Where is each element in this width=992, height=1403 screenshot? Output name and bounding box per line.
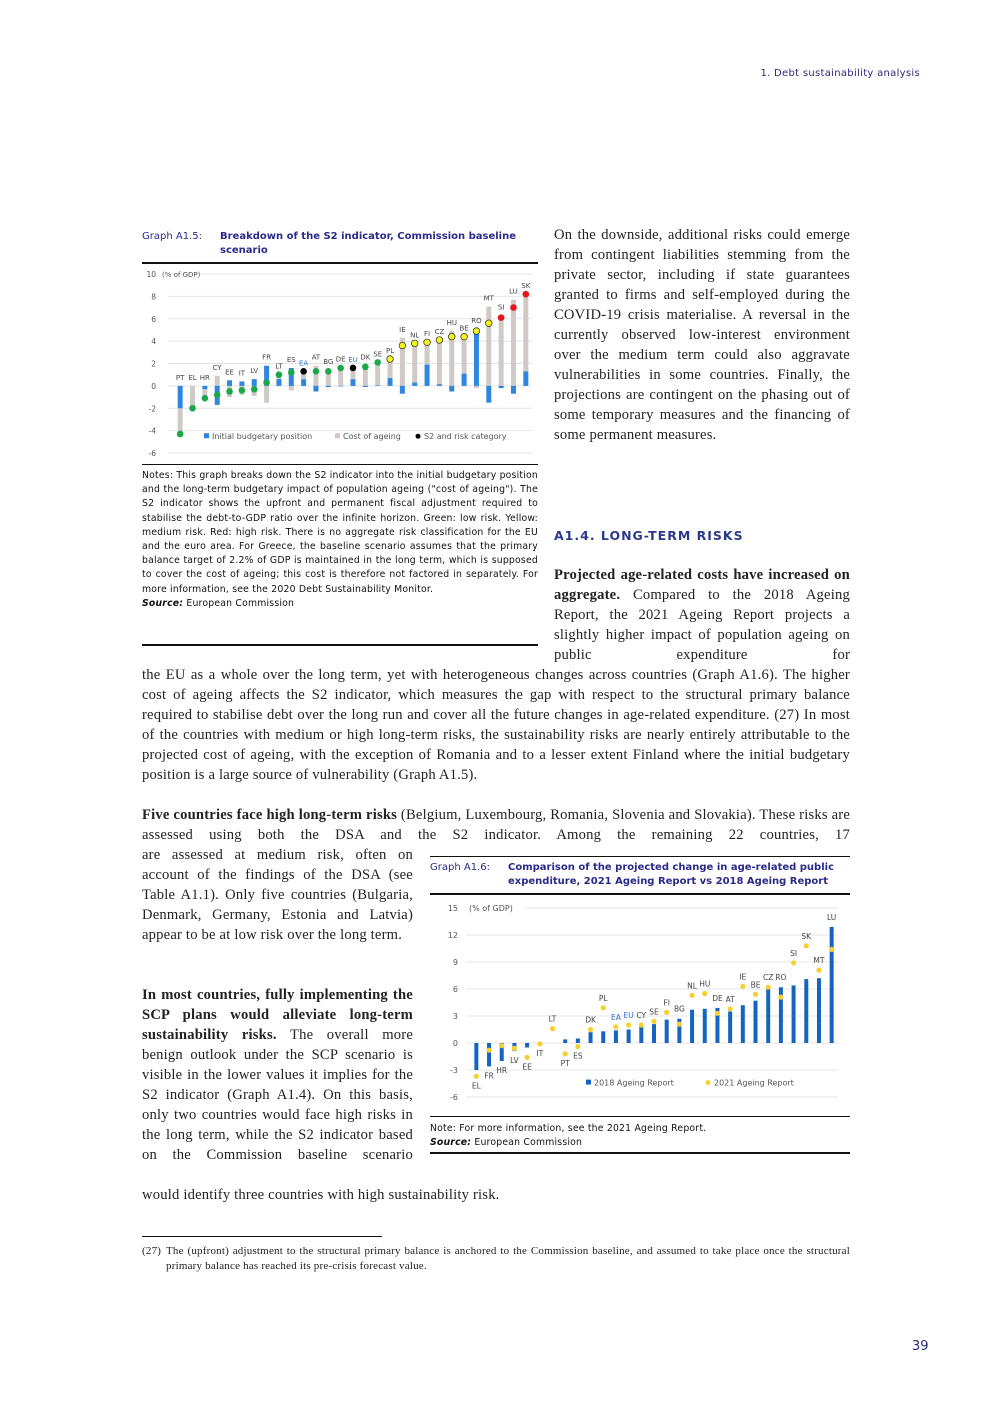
s2-dot (214, 392, 221, 399)
bar-initial-budgetary-position (276, 379, 281, 386)
category-label: LU (509, 287, 518, 296)
s2-dot (350, 365, 357, 372)
running-header: 1. Debt sustainability analysis (760, 68, 920, 79)
category-label: CZ (763, 973, 774, 983)
bar-initial-budgetary-position (351, 379, 356, 386)
bar-cost-of-ageing (486, 306, 491, 385)
bar-cost-of-ageing (375, 362, 380, 385)
source-label: Source: (142, 597, 184, 609)
category-label: CY (212, 363, 222, 372)
dot-2021 (778, 995, 783, 1000)
y-tick-label: -2 (148, 404, 156, 414)
category-label: AT (725, 994, 735, 1004)
bar-initial-budgetary-position (425, 365, 430, 386)
bar-initial-budgetary-position (338, 386, 343, 387)
source-label: Source: (430, 1137, 472, 1149)
category-label: LT (275, 362, 283, 371)
bar-2018 (792, 985, 796, 1043)
category-label: LV (510, 1056, 519, 1066)
category-label: EL (471, 1081, 481, 1091)
category-label: CY (636, 1011, 647, 1020)
s2-dot (498, 314, 505, 321)
paragraph-text: Compared to the 2018 Ageing Report, the 2021 Ageing Report projects a slightly higher impact of population ageing on public expenditure for (554, 587, 850, 663)
category-label: SI (497, 303, 505, 312)
category-label: EA (610, 1012, 621, 1022)
legend-swatch-s2 (416, 434, 421, 439)
paragraph-five-countries-part2: are assessed at medium risk, often on account of the findings of the DSA (see Table A1.1). Only five countries (Bulgaria, Denmark, Germany, Estonia and Latvia) appear to be at low risk over the long term. (142, 847, 413, 943)
dot-2021 (715, 1011, 720, 1016)
s2-dot (362, 364, 369, 371)
bar-initial-budgetary-position (202, 386, 207, 389)
dot-2021 (753, 992, 758, 997)
s2-dot (399, 342, 406, 349)
bar-cost-of-ageing (264, 386, 269, 403)
bar-initial-budgetary-position (449, 386, 454, 392)
paragraph-scp-part2: would identify three countries with high sustainability risk. (142, 1187, 500, 1203)
bar-2018 (601, 1031, 605, 1043)
y-tick-label: -4 (148, 426, 156, 436)
category-label: PT (560, 1058, 570, 1068)
paragraph-scp-part1 (142, 985, 413, 1165)
paragraph-five-countries-part1 (142, 805, 850, 845)
dot-2021 (702, 991, 707, 996)
s2-dot (510, 304, 517, 311)
s2-dot (251, 386, 258, 393)
dot-2021 (486, 1048, 491, 1053)
footnote-marker: (27) (142, 1245, 162, 1257)
y-tick-label: 0 (151, 381, 156, 391)
category-label: ES (286, 355, 296, 364)
y-tick-label: 6 (151, 314, 156, 324)
dot-2021 (601, 1005, 606, 1010)
bar-cost-of-ageing (178, 408, 183, 434)
dot-2021 (588, 1027, 593, 1032)
s2-dot (226, 388, 233, 395)
bar-cost-of-ageing (289, 386, 294, 390)
category-label: LV (250, 367, 259, 376)
s2-dot (263, 379, 270, 386)
category-label: PL (598, 993, 608, 1003)
category-label: FR (262, 353, 272, 362)
divider (142, 464, 538, 465)
paragraph-age-costs-part1 (554, 565, 850, 665)
category-label: DK (360, 353, 371, 362)
legend-swatch-cost-of-ageing (335, 433, 340, 438)
bar-2018 (741, 1005, 745, 1043)
dot-2021 (816, 968, 821, 973)
footnote-text: The (upfront) adjustment to the structural primary balance is anchored to the Commission baseline, and assumed to take place once the structural primary balance has reached its pre-crisis forecast value. (166, 1245, 850, 1272)
graph1-title: Breakdown of the S2 indicator, Commission baseline scenario (220, 231, 516, 256)
page-number: 39 (912, 1339, 929, 1354)
bar-initial-budgetary-position (511, 386, 516, 394)
bar-initial-budgetary-position (412, 383, 417, 386)
graph1-number: Graph A1.5: (142, 231, 202, 242)
s2-dot (411, 340, 418, 347)
y-axis-unit: (% of GDP) (469, 904, 513, 913)
graph1-notes (142, 469, 538, 611)
footnote-rule (142, 1236, 382, 1237)
dot-2021 (677, 1022, 682, 1027)
bar-cost-of-ageing (437, 340, 442, 384)
category-label: CZ (434, 328, 445, 337)
source-text: European Commission (186, 597, 295, 609)
category-label: EU (623, 1011, 634, 1020)
dot-2021 (525, 1055, 530, 1060)
s2-dot (239, 387, 246, 394)
graph1-notes-text: Notes: This graph breaks down the S2 indicator into the initial budgetary position and the long-term budgetary impact of population ageing ("cost of ageing"). The S2 indicator shows the upfront and permanent fiscal adjustment required to stabilise the debt-to-GDP ratio over the infinite horizon. Green: low risk. Yellow: medium risk. Red: high risk. There is no aggregate risk classification for the EU and the euro area. For Greece, the baseline scenario assumes that the primary balance target of 2.2% of GDP is maintained in the long term, which is supposed to cover the cost of ageing; this cost is therefore not factored in separately. For more information, see the 2020 Debt Sustainability Monitor. (142, 470, 538, 595)
category-label: HR (199, 373, 210, 382)
s2-dot (424, 339, 431, 346)
graph2-caption (430, 861, 850, 889)
legend-label: Initial budgetary position (212, 432, 313, 442)
footnote (142, 1244, 850, 1274)
y-tick-label: 9 (452, 958, 458, 967)
dot-2021 (613, 1024, 618, 1029)
y-axis-unit: (% of GDP) (162, 271, 201, 279)
bar-2018 (589, 1032, 593, 1043)
graph2-title: Comparison of the projected change in age-related public expenditure, 2021 Ageing Report vs 2018 Ageing Report (508, 862, 834, 887)
legend-swatch-initial-budgetary-position (204, 433, 209, 438)
bar-initial-budgetary-position (239, 381, 244, 385)
bar-2018 (525, 1043, 529, 1048)
legend-label: 2018 Ageing Report (594, 1078, 674, 1088)
bar-2018 (627, 1030, 631, 1044)
bar-initial-budgetary-position (178, 386, 183, 408)
s2-dot (485, 320, 492, 327)
category-label: NL (410, 331, 420, 340)
bar-2018 (690, 1010, 694, 1043)
paragraph-downside-risks: On the downside, additional risks could emerge from contingent liabilities stemming from the private sector, including if state guarantees granted to firms and self-employed during the COVID-19 crisis materialise. A reversal in the currently observed low-interest environment over the medium term could also aggravate vulnerabilities in some countries. Finally, the projections are contingent on the phasing out of some temporary measures and the financing of some permanent measures. (554, 227, 850, 443)
y-tick-label: -6 (450, 1093, 458, 1102)
y-tick-label: 10 (146, 270, 156, 279)
lead-bold: Projected age-related costs have increased on aggregate. (554, 567, 850, 603)
bar-initial-budgetary-position (474, 329, 479, 386)
bar-2018 (474, 1043, 478, 1070)
chart-s2-breakdown (140, 265, 540, 460)
legend-swatch-2021 (706, 1080, 711, 1085)
category-label: SE (649, 1007, 659, 1017)
bar-2018 (804, 979, 808, 1043)
s2-dot (436, 337, 443, 344)
y-tick-label: 0 (452, 1039, 458, 1048)
bar-2018 (665, 1020, 669, 1043)
bar-cost-of-ageing (523, 294, 528, 371)
bar-initial-budgetary-position (499, 386, 504, 388)
bar-2018 (576, 1039, 580, 1044)
bar-2018 (754, 1001, 758, 1043)
category-label: AT (311, 353, 321, 362)
dot-2021 (651, 1019, 656, 1024)
category-label: IT (536, 1048, 544, 1058)
y-tick-label: -3 (450, 1066, 458, 1075)
category-label: BE (750, 980, 761, 990)
paragraph-age-costs-part2: the EU as a whole over the long term, yet with heterogeneous changes across countries (Graph A1.6). The higher cost of ageing affects the S2 indicator, which measures the gap with respect to the structural primary balance required to stabilise debt over the long run and cover all the future changes in age-related expenditure. (27) In most of the countries with medium or high long-term risks, the sustainability risks are nearly entirely attributable to the projected cost of ageing, with the exception of Romania and to a lesser extent Finland where the initial budgetary position is a large source of vulnerability (Graph A1.5). (142, 667, 850, 783)
s2-dot (300, 368, 307, 375)
bar-2018 (817, 978, 821, 1043)
category-label: PT (175, 373, 185, 382)
category-label: SE (373, 350, 383, 359)
bar-cost-of-ageing (474, 386, 479, 388)
category-label: HR (496, 1066, 508, 1075)
bar-initial-budgetary-position (313, 386, 318, 392)
dot-2021 (626, 1022, 631, 1027)
category-label: SI (790, 948, 798, 958)
bar-initial-budgetary-position (437, 384, 442, 386)
chart-ageing-comparison (430, 895, 850, 1107)
category-label: FI (663, 998, 670, 1008)
s2-dot (202, 395, 209, 402)
s2-dot (313, 368, 320, 375)
graph2-note-text: Note: For more information, see the 2021 Ageing Report. (430, 1123, 707, 1134)
bar-initial-budgetary-position (462, 374, 467, 386)
category-label: HU (446, 319, 457, 328)
category-label: LU (827, 912, 837, 922)
dot-2021 (766, 985, 771, 990)
category-label: IT (238, 369, 246, 378)
y-tick-label: 2 (151, 359, 156, 369)
dot-2021 (728, 1006, 733, 1011)
s2-dot (448, 333, 455, 340)
bar-initial-budgetary-position (252, 379, 257, 386)
legend-label: 2021 Ageing Report (714, 1078, 794, 1088)
s2-dot (288, 369, 295, 376)
category-label: NL (687, 981, 697, 991)
graph2-notes (430, 1122, 850, 1150)
lead-bold: Five countries face high long-term risks (142, 807, 398, 823)
s2-dot (189, 405, 196, 412)
y-tick-label: 12 (447, 931, 458, 940)
lead-bold: In most countries, fully implementing the SCP plans would alleviate long-term sustainability risks. (142, 987, 413, 1043)
dot-2021 (575, 1044, 580, 1049)
y-tick-label: 6 (452, 985, 458, 994)
bar-initial-budgetary-position (400, 386, 405, 394)
divider (142, 644, 538, 646)
bar-cost-of-ageing (215, 376, 220, 386)
s2-dot (337, 365, 344, 372)
bar-2018 (614, 1030, 618, 1043)
bar-2018 (487, 1043, 491, 1066)
dot-2021 (563, 1051, 568, 1056)
source-text: European Commission (474, 1137, 583, 1149)
category-label: BG (673, 1004, 685, 1014)
divider (430, 1116, 850, 1117)
category-label: HU (699, 979, 711, 989)
category-label: IE (399, 325, 406, 334)
bar-initial-budgetary-position (301, 379, 306, 386)
bar-2018 (703, 1009, 707, 1043)
bar-cost-of-ageing (462, 337, 467, 374)
category-label: DK (585, 1015, 596, 1025)
legend-label: Cost of ageing (343, 432, 401, 442)
dot-2021 (791, 960, 796, 965)
bar-cost-of-ageing (499, 315, 504, 385)
category-label: EE (225, 368, 234, 377)
bar-2018 (766, 989, 770, 1043)
dot-2021 (499, 1043, 504, 1048)
dot-2021 (804, 943, 809, 948)
legend-swatch-2018 (586, 1080, 591, 1085)
category-label: RO (775, 973, 787, 983)
bar-cost-of-ageing (412, 343, 417, 382)
category-label: MT (483, 294, 494, 303)
category-label: EU (348, 355, 358, 364)
bar-initial-budgetary-position (326, 386, 331, 387)
divider (430, 856, 850, 857)
graph2-number: Graph A1.6: (430, 862, 490, 873)
divider (430, 1152, 850, 1154)
bar-initial-budgetary-position (486, 386, 491, 403)
dot-2021 (664, 1010, 669, 1015)
bar-2018 (830, 927, 834, 1043)
bar-cost-of-ageing (511, 300, 516, 386)
category-label: SK (521, 282, 531, 291)
s2-dot (177, 431, 184, 438)
category-label: DE (335, 355, 346, 364)
s2-dot (473, 328, 480, 335)
y-tick-label: 3 (452, 1012, 458, 1021)
category-label: LT (548, 1014, 557, 1024)
y-tick-label: -6 (148, 449, 156, 458)
bar-initial-budgetary-position (375, 385, 380, 386)
category-label: RO (471, 316, 482, 325)
category-label: BG (323, 358, 334, 367)
bar-cost-of-ageing (190, 386, 195, 408)
s2-dot (387, 356, 394, 363)
dot-2021 (740, 984, 745, 989)
y-tick-label: 4 (151, 337, 156, 347)
dot-2021 (689, 993, 694, 998)
s2-dot (523, 291, 530, 298)
category-label: IE (739, 972, 747, 982)
dot-2021 (639, 1022, 644, 1027)
graph1-caption (142, 230, 538, 258)
bar-2018 (563, 1039, 567, 1043)
bar-initial-budgetary-position (523, 371, 528, 386)
category-label: FI (424, 330, 431, 339)
dot-2021 (512, 1046, 517, 1051)
dot-2021 (829, 947, 834, 952)
paragraph-text: (Belgium, Luxembourg, Romania, Slovenia and Slovakia). These risks are assessed using both the DSA and the S2 indicator. Among the remaining 22 countries, 17 (142, 807, 851, 843)
s2-dot (276, 371, 283, 378)
bar-initial-budgetary-position (388, 378, 393, 386)
category-label: EE (522, 1062, 532, 1072)
bar-2018 (728, 1012, 732, 1044)
bar-initial-budgetary-position (227, 380, 232, 386)
legend-label: S2 and risk category (424, 432, 507, 442)
dot-2021 (550, 1026, 555, 1031)
dot-2021 (537, 1041, 542, 1046)
category-label: ES (573, 1051, 583, 1061)
category-label: EL (188, 373, 197, 382)
s2-dot (374, 359, 381, 366)
section-heading: A1.4. LONG-TERM RISKS (554, 528, 744, 543)
category-label: FR (484, 1071, 494, 1081)
category-label: PL (385, 347, 395, 356)
y-tick-label: 8 (151, 292, 156, 302)
divider (142, 262, 538, 264)
paragraph-text: The overall more benign outlook under the SCP scenario is visible in the lower values it implies for the S2 indicator (Graph A1.4). On this basis, only two countries would face high risks in the long term, while the S2 indicator based on the Commission baseline scenario (142, 1027, 413, 1163)
s2-dot (325, 368, 332, 375)
category-label: EA (299, 359, 309, 368)
bar-initial-budgetary-position (363, 386, 368, 387)
bar-2018 (639, 1027, 643, 1043)
category-label: MT (813, 956, 825, 966)
dot-2021 (474, 1074, 479, 1079)
y-tick-label: 15 (447, 904, 458, 913)
category-label: BE (459, 324, 469, 333)
bar-2018 (652, 1024, 656, 1043)
category-label: DE (712, 993, 723, 1003)
s2-dot (461, 333, 468, 340)
category-label: SK (801, 931, 812, 941)
